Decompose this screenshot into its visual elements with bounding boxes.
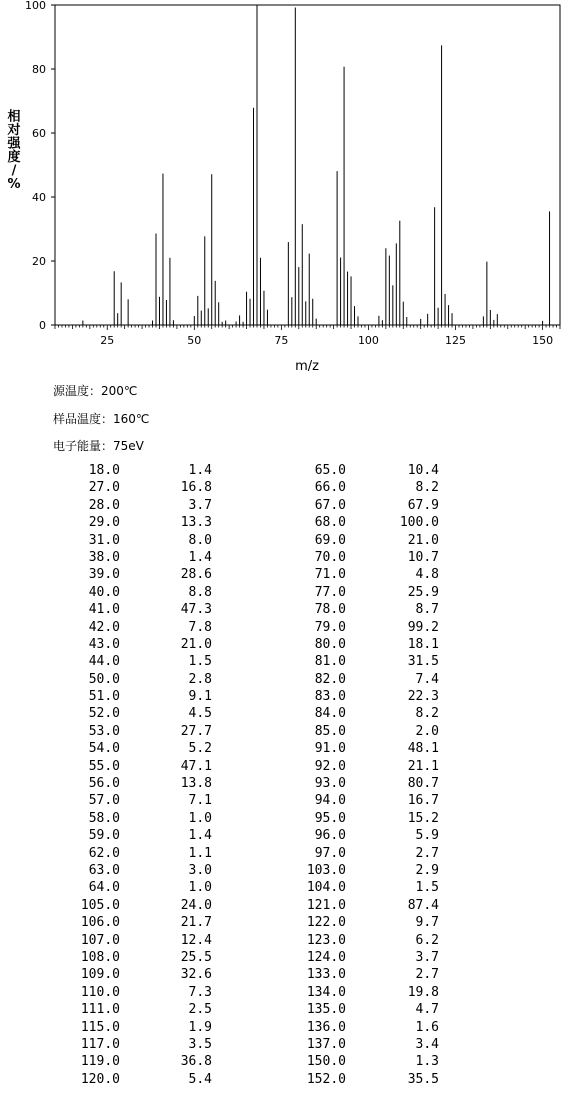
mz-cell: 150.0: [306, 1054, 346, 1070]
intensity-cell: 19.8: [407, 984, 439, 1000]
plot-frame: [55, 5, 560, 325]
intensity-cell: 100.0: [399, 515, 439, 531]
y-tick-label: 40: [32, 191, 46, 204]
intensity-cell: 1.0: [188, 810, 212, 826]
source-temperature-label: 源温度：: [53, 384, 102, 398]
intensity-cell: 48.1: [407, 741, 439, 757]
intensity-cell: 2.0: [415, 723, 439, 739]
mz-cell: 95.0: [314, 810, 346, 826]
intensity-cell: 10.4: [407, 463, 439, 478]
y-axis-label-char: /: [11, 163, 17, 179]
intensity-cell: 31.5: [407, 654, 439, 670]
intensity-cell: 21.0: [407, 532, 439, 548]
intensity-cell: 3.0: [188, 862, 212, 878]
mz-cell: 42.0: [88, 619, 120, 635]
intensity-cell: 32.6: [180, 967, 212, 983]
intensity-cell: 1.4: [188, 549, 212, 565]
mz-cell: 152.0: [306, 1071, 346, 1087]
mz-cell: 67.0: [314, 497, 346, 513]
mz-cell: 57.0: [88, 793, 120, 809]
mz-cell: 107.0: [80, 932, 120, 948]
mz-cell: 108.0: [80, 949, 120, 965]
mz-cell: 38.0: [88, 549, 120, 565]
x-tick-label: 125: [445, 334, 467, 347]
mz-cell: 133.0: [306, 967, 346, 983]
mz-cell: 96.0: [314, 828, 346, 844]
intensity-cell: 3.5: [188, 1036, 212, 1052]
intensity-cell: 80.7: [407, 776, 439, 792]
mz-cell: 121.0: [306, 897, 346, 913]
mz-cell: 106.0: [80, 915, 120, 931]
intensity-cell: 27.7: [180, 723, 212, 739]
intensity-cell: 3.7: [188, 497, 212, 513]
mz-cell: 62.0: [88, 845, 120, 861]
source-temperature: [53, 382, 137, 399]
intensity-cell: 5.9: [415, 828, 439, 844]
mz-cell: 71.0: [314, 567, 346, 583]
intensity-cell: 28.6: [180, 567, 212, 583]
intensity-cell: 8.0: [188, 532, 212, 548]
intensity-cell: 7.4: [415, 671, 439, 687]
mz-cell: 52.0: [88, 706, 120, 722]
intensity-cell: 67.9: [407, 497, 439, 513]
intensity-cell: 1.5: [188, 654, 212, 670]
sample-temperature-value: 160℃: [113, 412, 150, 426]
mz-cell: 40.0: [88, 584, 120, 600]
mz-cell: 55.0: [88, 758, 120, 774]
x-tick-label: 100: [357, 334, 379, 347]
intensity-cell: 47.3: [180, 602, 212, 618]
mz-cell: 50.0: [88, 671, 120, 687]
y-tick-label: 0: [39, 319, 46, 332]
sample-temperature-label: 样品温度：: [53, 412, 114, 426]
intensity-cell: 25.5: [180, 949, 212, 965]
mz-cell: 77.0: [314, 584, 346, 600]
intensity-cell: 8.2: [415, 480, 439, 496]
y-axis-label-char: 对: [7, 122, 21, 138]
intensity-cell: 35.5: [407, 1071, 439, 1087]
mz-cell: 93.0: [314, 776, 346, 792]
mz-cell: 115.0: [80, 1019, 120, 1035]
intensity-cell: 5.4: [188, 1071, 212, 1087]
intensity-cell: 1.0: [188, 880, 212, 896]
intensity-cell: 1.1: [188, 845, 212, 861]
x-tick-label: 75: [274, 334, 289, 347]
y-axis-label-char: 度: [7, 149, 21, 165]
intensity-cell: 16.7: [407, 793, 439, 809]
mz-cell: 117.0: [80, 1036, 120, 1052]
y-axis: [25, 0, 55, 332]
y-tick-label: 100: [25, 0, 46, 12]
intensity-cell: 87.4: [407, 897, 439, 913]
intensity-cell: 1.6: [415, 1019, 439, 1035]
intensity-cell: 4.7: [415, 1002, 439, 1018]
sample-temperature: [53, 410, 149, 427]
intensity-cell: 13.8: [180, 776, 212, 792]
mz-cell: 31.0: [88, 532, 120, 548]
intensity-cell: 21.7: [180, 915, 212, 931]
mz-cell: 124.0: [306, 949, 346, 965]
mz-cell: 79.0: [314, 619, 346, 635]
mz-cell: 109.0: [80, 967, 120, 983]
mz-cell: 137.0: [306, 1036, 346, 1052]
intensity-cell: 3.7: [415, 949, 439, 965]
mz-cell: 83.0: [314, 689, 346, 705]
mz-cell: 136.0: [306, 1019, 346, 1035]
mz-cell: 120.0: [80, 1071, 120, 1087]
mz-cell: 70.0: [314, 549, 346, 565]
mz-cell: 28.0: [88, 497, 120, 513]
mz-cell: 65.0: [314, 463, 346, 478]
mz-cell: 82.0: [314, 671, 346, 687]
intensity-cell: 21.0: [180, 636, 212, 652]
mz-cell: 81.0: [314, 654, 346, 670]
y-axis-label-char: 相: [7, 109, 21, 125]
x-tick-label: 25: [100, 334, 115, 347]
x-axis: [55, 325, 560, 347]
mz-cell: 85.0: [314, 723, 346, 739]
mz-cell: 69.0: [314, 532, 346, 548]
mz-cell: 18.0: [88, 463, 120, 478]
intensity-cell: 2.7: [415, 967, 439, 983]
x-tick-label: 50: [187, 334, 202, 347]
electron-energy-value: 75eV: [113, 439, 144, 453]
mz-cell: 41.0: [88, 602, 120, 618]
intensity-cell: 47.1: [180, 758, 212, 774]
intensity-cell: 2.7: [415, 845, 439, 861]
intensity-cell: 9.1: [188, 689, 212, 705]
y-tick-label: 80: [32, 63, 46, 76]
mz-cell: 39.0: [88, 567, 120, 583]
y-axis-label: [6, 108, 21, 192]
mz-cell: 91.0: [314, 741, 346, 757]
mz-cell: 104.0: [306, 880, 346, 896]
mz-cell: 43.0: [88, 636, 120, 652]
intensity-cell: 36.8: [180, 1054, 212, 1070]
intensity-cell: 24.0: [180, 897, 212, 913]
intensity-cell: 7.8: [188, 619, 212, 635]
y-tick-label: 60: [32, 127, 46, 140]
mz-cell: 66.0: [314, 480, 346, 496]
mz-cell: 97.0: [314, 845, 346, 861]
intensity-cell: 16.8: [180, 480, 212, 496]
mz-cell: 123.0: [306, 932, 346, 948]
intensity-cell: 21.1: [407, 758, 439, 774]
source-temperature-value: 200℃: [101, 384, 138, 398]
y-tick-label: 20: [32, 255, 46, 268]
intensity-cell: 22.3: [407, 689, 439, 705]
intensity-cell: 7.1: [188, 793, 212, 809]
intensity-cell: 99.2: [407, 619, 439, 635]
mz-cell: 54.0: [88, 741, 120, 757]
mz-cell: 29.0: [88, 515, 120, 531]
mz-cell: 110.0: [80, 984, 120, 1000]
y-axis-label-char: %: [7, 176, 21, 192]
intensity-cell: 1.4: [188, 828, 212, 844]
intensity-cell: 13.3: [180, 515, 212, 531]
intensity-cell: 7.3: [188, 984, 212, 1000]
intensity-cell: 4.5: [188, 706, 212, 722]
intensity-cell: 1.4: [188, 463, 212, 478]
intensity-cell: 12.4: [180, 932, 212, 948]
mz-cell: 105.0: [80, 897, 120, 913]
mz-cell: 51.0: [88, 689, 120, 705]
mz-cell: 92.0: [314, 758, 346, 774]
mz-cell: 64.0: [88, 880, 120, 896]
y-axis-label-char: 强: [7, 136, 21, 152]
mz-cell: 58.0: [88, 810, 120, 826]
intensity-cell: 2.8: [188, 671, 212, 687]
mz-cell: 80.0: [314, 636, 346, 652]
mz-cell: 111.0: [80, 1002, 120, 1018]
intensity-cell: 18.1: [407, 636, 439, 652]
intensity-cell: 15.2: [407, 810, 439, 826]
intensity-cell: 5.2: [188, 741, 212, 757]
mz-cell: 78.0: [314, 602, 346, 618]
mz-cell: 63.0: [88, 862, 120, 878]
intensity-cell: 10.7: [407, 549, 439, 565]
mz-cell: 134.0: [306, 984, 346, 1000]
electron-energy: [53, 437, 144, 454]
intensity-cell: 8.2: [415, 706, 439, 722]
mz-cell: 56.0: [88, 776, 120, 792]
mz-cell: 119.0: [80, 1054, 120, 1070]
mz-cell: 59.0: [88, 828, 120, 844]
intensity-cell: 1.3: [415, 1054, 439, 1070]
mz-cell: 27.0: [88, 480, 120, 496]
intensity-cell: 8.8: [188, 584, 212, 600]
intensity-cell: 6.2: [415, 932, 439, 948]
mz-cell: 122.0: [306, 915, 346, 931]
mz-cell: 135.0: [306, 1002, 346, 1018]
mz-cell: 44.0: [88, 654, 120, 670]
mz-cell: 103.0: [306, 862, 346, 878]
intensity-cell: 4.8: [415, 567, 439, 583]
mass-spectrum-chart: [0, 0, 570, 380]
mz-cell: 53.0: [88, 723, 120, 739]
intensity-cell: 8.7: [415, 602, 439, 618]
intensity-cell: 25.9: [407, 584, 439, 600]
mz-cell: 84.0: [314, 706, 346, 722]
intensity-cell: 2.9: [415, 862, 439, 878]
intensity-cell: 2.5: [188, 1002, 212, 1018]
x-axis-label: m/z: [295, 359, 319, 374]
intensity-cell: 9.7: [415, 915, 439, 931]
intensity-cell: 3.4: [415, 1036, 439, 1052]
intensity-cell: 1.5: [415, 880, 439, 896]
x-tick-label: 150: [532, 334, 554, 347]
mz-cell: 68.0: [314, 515, 346, 531]
intensity-cell: 1.9: [188, 1019, 212, 1035]
electron-energy-label: 电子能量：: [53, 439, 114, 453]
spectrum-peaks: [83, 5, 550, 325]
mz-cell: 94.0: [314, 793, 346, 809]
